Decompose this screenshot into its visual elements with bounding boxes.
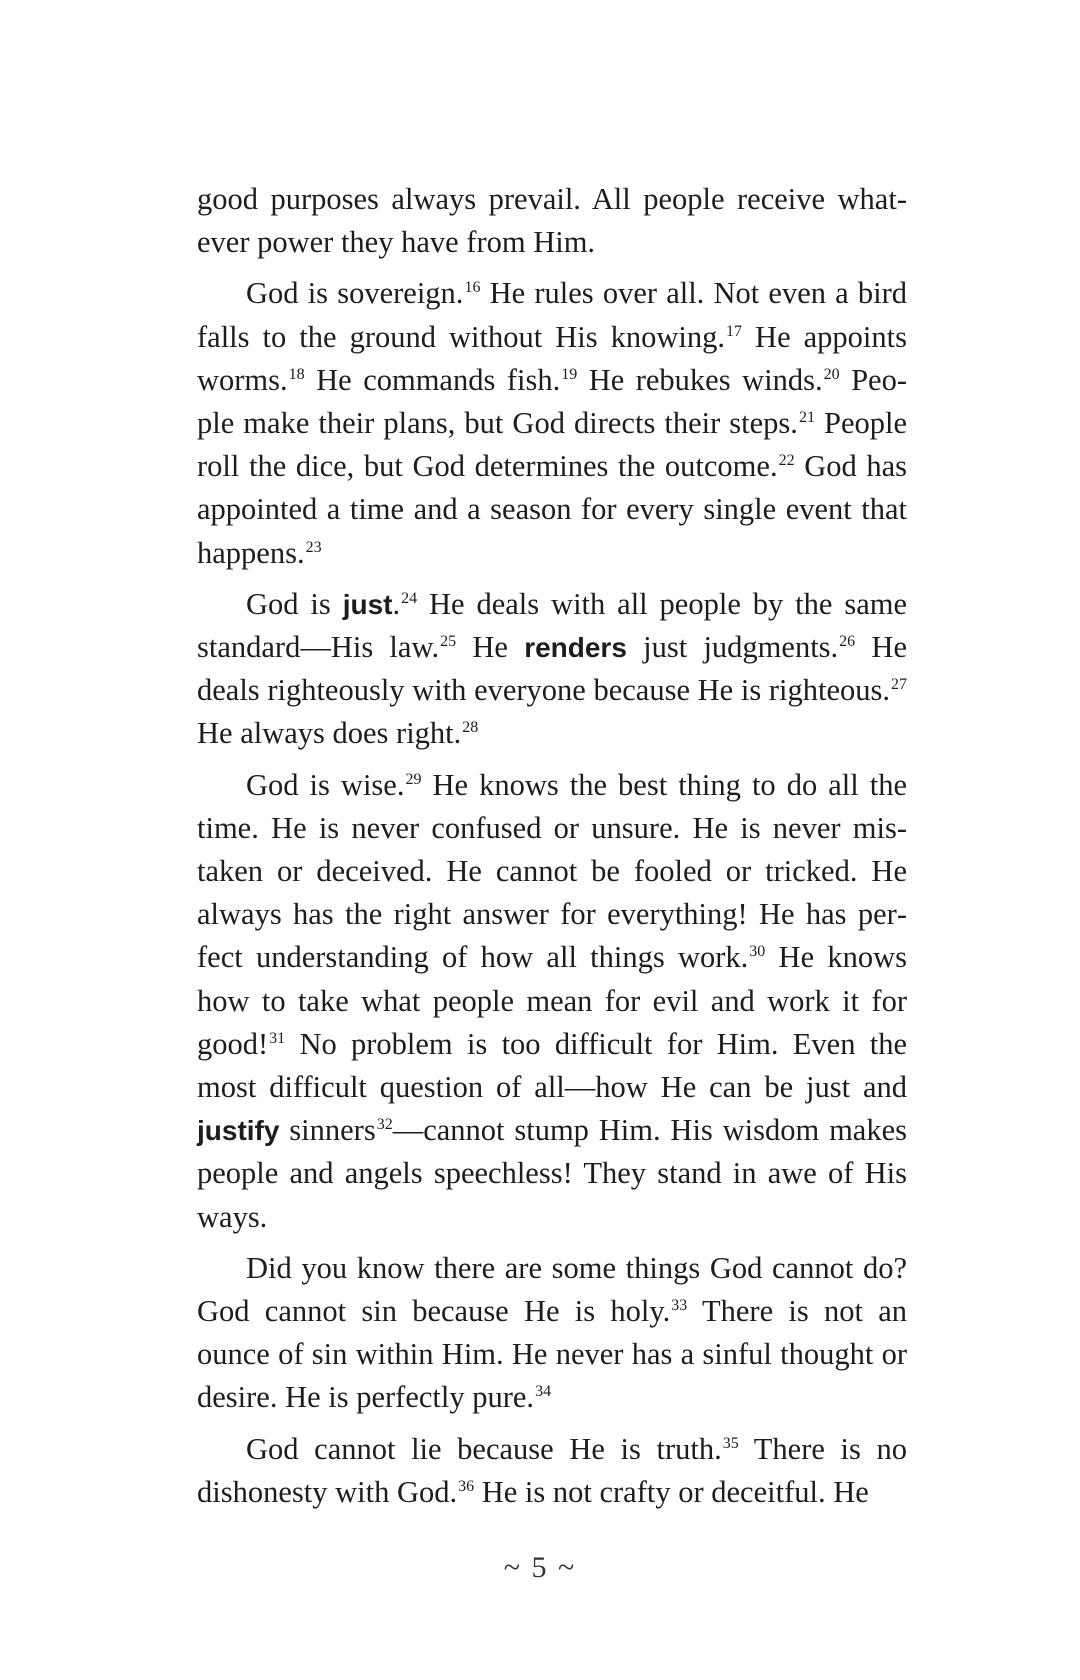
footnote-ref: 21 — [798, 409, 815, 427]
page-number: ~ 5 ~ — [503, 1551, 577, 1584]
footnote-ref: 31 — [269, 1029, 286, 1047]
footnote-ref: 19 — [561, 365, 578, 383]
paragraph — [197, 764, 907, 1239]
footnote-ref: 29 — [405, 770, 422, 788]
glossary-term: just — [342, 588, 393, 620]
footnote-ref: 17 — [726, 322, 743, 340]
paragraph — [197, 1428, 907, 1514]
text-run: He appoints worms. — [197, 319, 907, 397]
footnote-ref: 25 — [440, 633, 457, 651]
footnote-ref: 22 — [778, 452, 795, 470]
text-run: He rebukes winds. — [577, 362, 823, 397]
footnote-ref: 36 — [458, 1477, 475, 1495]
footnote-ref: 16 — [464, 279, 481, 297]
text-run: People make their plans, but God directs their steps. — [197, 362, 907, 441]
text-run: He rules over all. Not even a bird falls to the ground without His knowing. — [197, 276, 907, 354]
footnote-ref: 34 — [535, 1383, 552, 1401]
text-run: There is no dishonesty with God. — [197, 1431, 907, 1509]
text-run: People roll the dice, but God determines the outcome. — [197, 406, 907, 484]
text-run: There is not an ounce of sin within Him. He never has a sinful thought or desire. He is perfectly pure. — [197, 1294, 907, 1415]
text-run: No problem is too difficult for Him. Even the most difficult question of all—how He can be just and — [197, 1026, 907, 1105]
text-run: He is not crafty or deceitful. He — [474, 1474, 869, 1509]
text-run: He — [456, 630, 525, 665]
footnote-ref: 28 — [462, 719, 479, 737]
text-run: good purposes always prevail. All people receive whatever power they have from Him. — [197, 182, 907, 260]
paragraph — [197, 272, 907, 574]
text-run: He deals with all people by the same standard—His law. — [197, 586, 907, 665]
text-run: He knows how to take what people mean for evil and work it for good! — [197, 940, 908, 1061]
paragraph — [197, 178, 907, 264]
text-run: —cannot stump Him. His wisdom makes people and angels speechless! They stand in awe of His ways. — [197, 1113, 907, 1234]
footnote-ref: 26 — [839, 633, 856, 651]
text-run: just judgments. — [626, 630, 839, 665]
footnote-ref: 24 — [401, 589, 418, 607]
text-run: Did you know there are some things God cannot do? God cannot sin because He is holy. — [197, 1250, 907, 1329]
footnote-ref: 18 — [288, 365, 305, 383]
text-run: God has appointed a time and a season for every single event that happens. — [197, 449, 907, 570]
footnote-ref: 33 — [671, 1297, 688, 1315]
footnote-ref: 35 — [722, 1434, 739, 1452]
footnote-ref: 30 — [749, 943, 766, 961]
text-run: sinners — [279, 1113, 376, 1148]
page-body — [197, 178, 907, 1522]
text-run: God cannot lie because He is truth. — [246, 1431, 722, 1466]
text-run: God is wise. — [246, 767, 405, 802]
footnote-ref: 27 — [891, 676, 907, 694]
glossary-term: justify — [197, 1115, 280, 1147]
glossary-term: renders — [524, 632, 627, 664]
paragraph — [197, 1247, 907, 1420]
footnote-ref: 32 — [376, 1116, 393, 1134]
text-run: He commands fish. — [304, 362, 561, 397]
text-run: He always does right. — [197, 716, 462, 751]
text-run: . — [392, 586, 401, 621]
text-run: God is sovereign. — [246, 276, 464, 311]
footnote-ref: 23 — [305, 538, 322, 556]
text-run: He knows the best thing to do all the time. He is never confused or unsure. He is never mistaken or deceived. He cannot be fooled or tricked. He always has the right answer for everything! He has perfect understanding of how all things work. — [197, 767, 907, 975]
text-run: He deals righteously with everyone because He is righteous. — [197, 630, 907, 708]
paragraph — [197, 583, 907, 756]
text-run: God is — [246, 586, 343, 621]
footnote-ref: 20 — [823, 365, 840, 383]
